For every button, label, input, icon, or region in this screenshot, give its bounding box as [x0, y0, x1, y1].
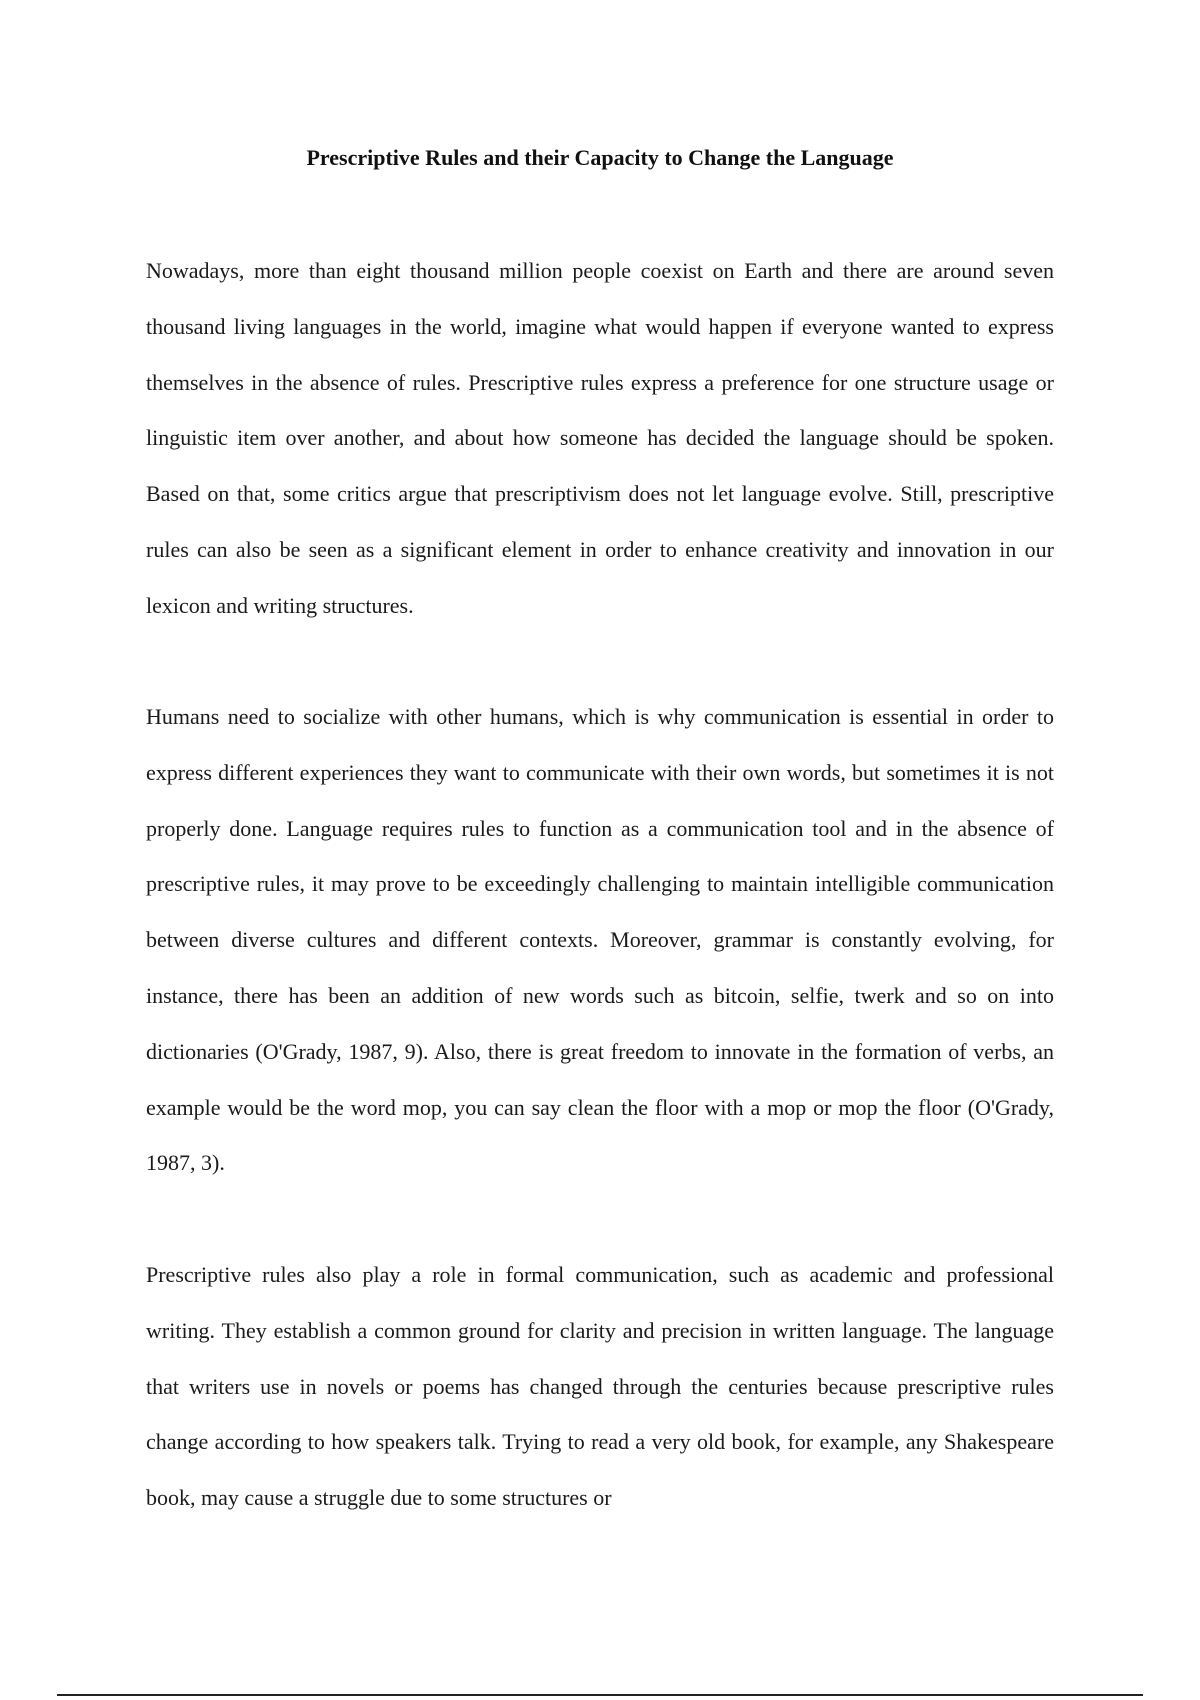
paragraph-3: Prescriptive rules also play a role in formal communication, such as academic and professional writing. They establish a common ground for clarity and precision in written language. The language that writers use in novels or poems has changed through the centuries because prescriptive rules change according to how speakers talk. Trying to read a very old book, for example, any Shakespeare book, may cause a struggle due to some structures or — [146, 1262, 1054, 1511]
document-title: Prescriptive Rules and their Capacity to Change the Language — [306, 145, 894, 170]
paragraph-1: Nowadays, more than eight thousand million people coexist on Earth and there are around seven thousand living languages in the world, imagine what would happen if everyone wanted to express themselves in the absence of rules. Prescriptive rules express a preference for one structure usage or linguistic item over another, and about how someone has decided the language should be spoken. Based on that, some critics argue that prescriptivism does not let language evolve. Still, prescriptive rules can also be seen as a significant element in order to enhance creativity and innovation in our lexicon and writing structures. — [146, 258, 1054, 618]
paragraph-2: Humans need to socialize with other humans, which is why communication is essential in order to express different experiences they want to communicate with their own words, but sometimes it is not properly done. Language requires rules to function as a communication tool and in the absence of prescriptive rules, it may prove to be exceedingly challenging to maintain intelligible communication between diverse cultures and different contexts. Moreover, grammar is constantly evolving, for instance, there has been an addition of new words such as bitcoin, selfie, twerk and so on into dictionaries (O'Grady, 1987, 9). Also, there is great freedom to innovate in the formation of verbs, an example would be the word mop, you can say clean the floor with a mop or mop the floor (O'Grady, 1987, 3). — [146, 704, 1054, 1176]
page-bottom-rule — [57, 1694, 1143, 1696]
